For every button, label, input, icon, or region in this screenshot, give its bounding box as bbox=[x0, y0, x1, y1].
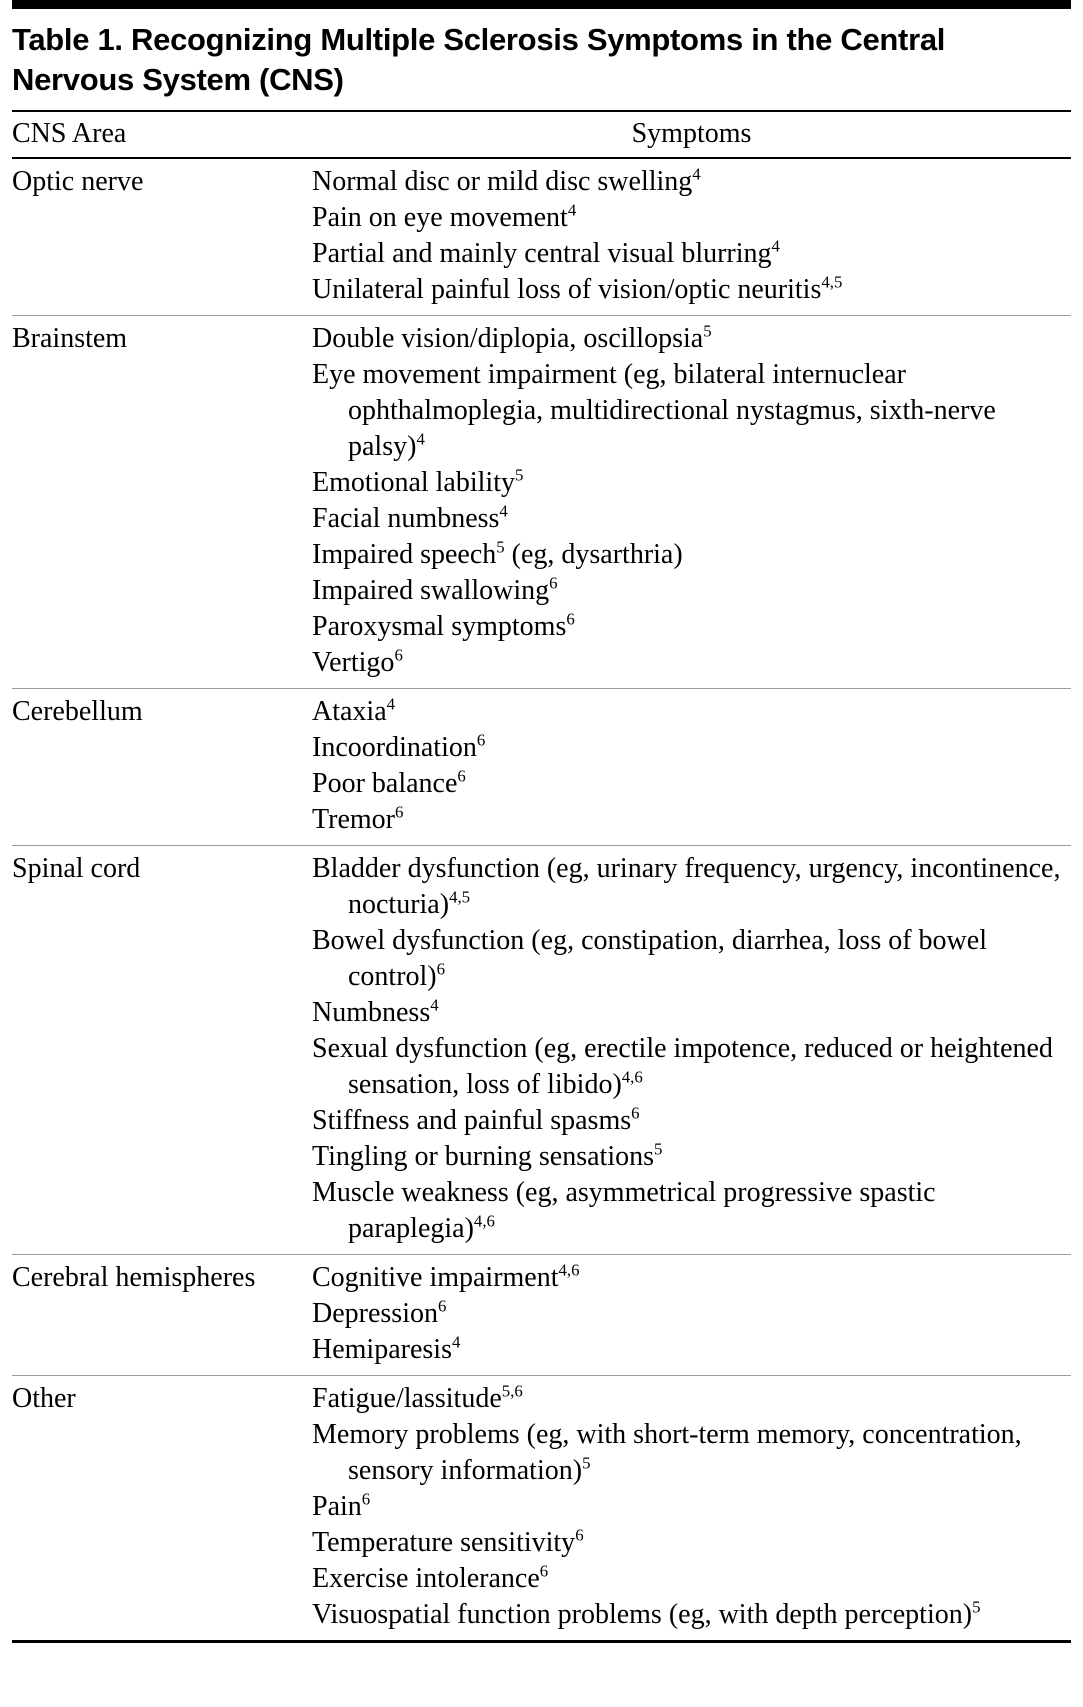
symptom-item: Normal disc or mild disc swelling$^4$ bbox=[312, 164, 701, 197]
reference-superscript: 4 bbox=[386, 694, 396, 714]
cns-area-cell: Brainstem bbox=[12, 323, 128, 354]
column-header-symptoms: Symptoms bbox=[631, 118, 752, 149]
table-row bbox=[12, 1255, 1071, 1376]
symptom-item: Temperature sensitivity$^6$ bbox=[312, 1525, 584, 1558]
reference-superscript: 4,5 bbox=[821, 272, 843, 292]
cns-area-cell: Optic nerve bbox=[12, 166, 144, 197]
symptoms-cell bbox=[312, 321, 1071, 681]
symptom-item: Facial numbness$^4$ bbox=[312, 501, 508, 534]
cns-area-cell: Cerebral hemispheres bbox=[12, 1262, 256, 1293]
symptoms-cell bbox=[312, 694, 1071, 838]
symptom-item: Sexual dysfunction (eg, erectile impotence, reduced or heightened sensation, loss of libido)$^{4,6}$ bbox=[312, 1033, 1053, 1100]
symptom-item: Poor balance$^6$ bbox=[312, 766, 466, 799]
reference-superscript: 4 bbox=[416, 429, 425, 449]
reference-superscript: 5 bbox=[582, 1453, 591, 1473]
symptom-item: Paroxysmal symptoms$^6$ bbox=[312, 609, 575, 642]
symptom-item: Muscle weakness (eg, asymmetrical progressive spastic paraplegia)$^{4,6}$ bbox=[312, 1177, 936, 1244]
symptom-item: Bowel dysfunction (eg, constipation, diarrhea, loss of bowel control)$^6$ bbox=[312, 925, 987, 992]
symptom-item: Tremor$^6$ bbox=[312, 802, 404, 835]
reference-superscript: 4,6 bbox=[621, 1067, 643, 1087]
symptom-item: Vertigo$^6$ bbox=[312, 645, 403, 678]
symptom-item: Memory problems (eg, with short-term memory, concentration, sensory information)$^5$ bbox=[312, 1419, 1022, 1486]
reference-superscript: 5 bbox=[703, 321, 712, 341]
reference-superscript: 4 bbox=[451, 1332, 461, 1352]
symptom-item: Ataxia$^4$ bbox=[312, 694, 396, 727]
symptom-item: Bladder dysfunction (eg, urinary frequency, urgency, incontinence, nocturia)$^{4,5}$ bbox=[312, 853, 1061, 920]
symptom-item: Double vision/diplopia, oscillopsia$^5$ bbox=[312, 321, 712, 354]
symptom-item: Emotional lability$^5$ bbox=[312, 465, 524, 498]
table-top-rule bbox=[12, 0, 1071, 9]
reference-superscript: 5 bbox=[654, 1139, 663, 1159]
table-title: Table 1. Recognizing Multiple Sclerosis Symptoms in the Central Nervous System (CNS) bbox=[12, 22, 946, 97]
symptom-item: Impaired swallowing$^6$ bbox=[312, 573, 558, 606]
symptom-item: Visuospatial function problems (eg, with depth perception)$^5$ bbox=[312, 1597, 981, 1630]
symptom-item: Exercise intolerance$^6$ bbox=[312, 1561, 549, 1594]
reference-superscript: 4 bbox=[499, 501, 508, 521]
table-row bbox=[12, 159, 1071, 316]
symptom-item: Cognitive impairment$^{4,6}$ bbox=[312, 1260, 580, 1293]
reference-superscript: 5 bbox=[496, 537, 505, 557]
reference-superscript: 6 bbox=[394, 645, 403, 665]
reference-superscript: 6 bbox=[436, 959, 446, 979]
reference-superscript: 4 bbox=[430, 995, 439, 1015]
reference-superscript: 6 bbox=[539, 1561, 549, 1581]
reference-superscript: 5 bbox=[514, 465, 524, 485]
reference-superscript: 4 bbox=[771, 236, 780, 256]
symptom-item: Pain$^6$ bbox=[312, 1489, 371, 1522]
symptom-item: Incoordination$^6$ bbox=[312, 730, 486, 763]
symptom-item: Fatigue/lassitude$^{5,6}$ bbox=[312, 1381, 523, 1414]
symptom-item: Pain on eye movement$^4$ bbox=[312, 200, 577, 233]
reference-superscript: 4 bbox=[567, 200, 577, 220]
symptom-item: Tingling or burning sensations$^5$ bbox=[312, 1139, 663, 1172]
reference-superscript: 4 bbox=[692, 164, 701, 184]
column-header-cns-area: CNS Area bbox=[12, 118, 127, 149]
reference-superscript: 6 bbox=[549, 573, 558, 593]
symptom-item: Stiffness and painful spasms$^6$ bbox=[312, 1103, 640, 1136]
table-row bbox=[12, 689, 1071, 846]
table-header-row bbox=[12, 110, 1071, 159]
cns-area-cell: Spinal cord bbox=[12, 853, 141, 884]
symptom-item: Impaired speech$^5$ (eg, dysarthria) bbox=[312, 537, 683, 570]
table-row bbox=[12, 846, 1071, 1255]
reference-superscript: 6 bbox=[361, 1489, 371, 1509]
cns-area-cell: Other bbox=[12, 1383, 76, 1414]
symptoms-cell bbox=[312, 1381, 1071, 1633]
symptoms-cell bbox=[312, 851, 1071, 1247]
reference-superscript: 4,6 bbox=[558, 1260, 580, 1280]
reference-superscript: 6 bbox=[631, 1103, 640, 1123]
symptom-item: Unilateral painful loss of vision/optic neuritis$^{4,5}$ bbox=[312, 272, 843, 305]
reference-superscript: 6 bbox=[457, 766, 466, 786]
reference-superscript: 4,6 bbox=[473, 1211, 495, 1231]
reference-superscript: 6 bbox=[437, 1296, 447, 1316]
symptoms-cell bbox=[312, 1260, 1071, 1368]
table-row bbox=[12, 1376, 1071, 1643]
symptoms-cell bbox=[312, 164, 1071, 308]
symptom-item: Numbness$^4$ bbox=[312, 995, 439, 1028]
symptom-item: Depression$^6$ bbox=[312, 1296, 447, 1329]
reference-superscript: 5,6 bbox=[501, 1381, 523, 1401]
reference-superscript: 6 bbox=[575, 1525, 584, 1545]
table-body bbox=[12, 159, 1071, 1643]
reference-superscript: 5 bbox=[972, 1597, 981, 1617]
symptom-item: Partial and mainly central visual blurring$^4$ bbox=[312, 236, 780, 269]
reference-superscript: 6 bbox=[476, 730, 486, 750]
table-row bbox=[12, 316, 1071, 689]
symptom-item: Eye movement impairment (eg, bilateral internuclear ophthalmoplegia, multidirectional nystagmus, sixth-nerve palsy)$^4$ bbox=[312, 359, 996, 462]
symptom-item: Hemiparesis$^4$ bbox=[312, 1332, 461, 1365]
cns-area-cell: Cerebellum bbox=[12, 696, 143, 727]
reference-superscript: 6 bbox=[394, 802, 404, 822]
reference-superscript: 4,5 bbox=[449, 887, 471, 907]
reference-superscript: 6 bbox=[566, 609, 575, 629]
